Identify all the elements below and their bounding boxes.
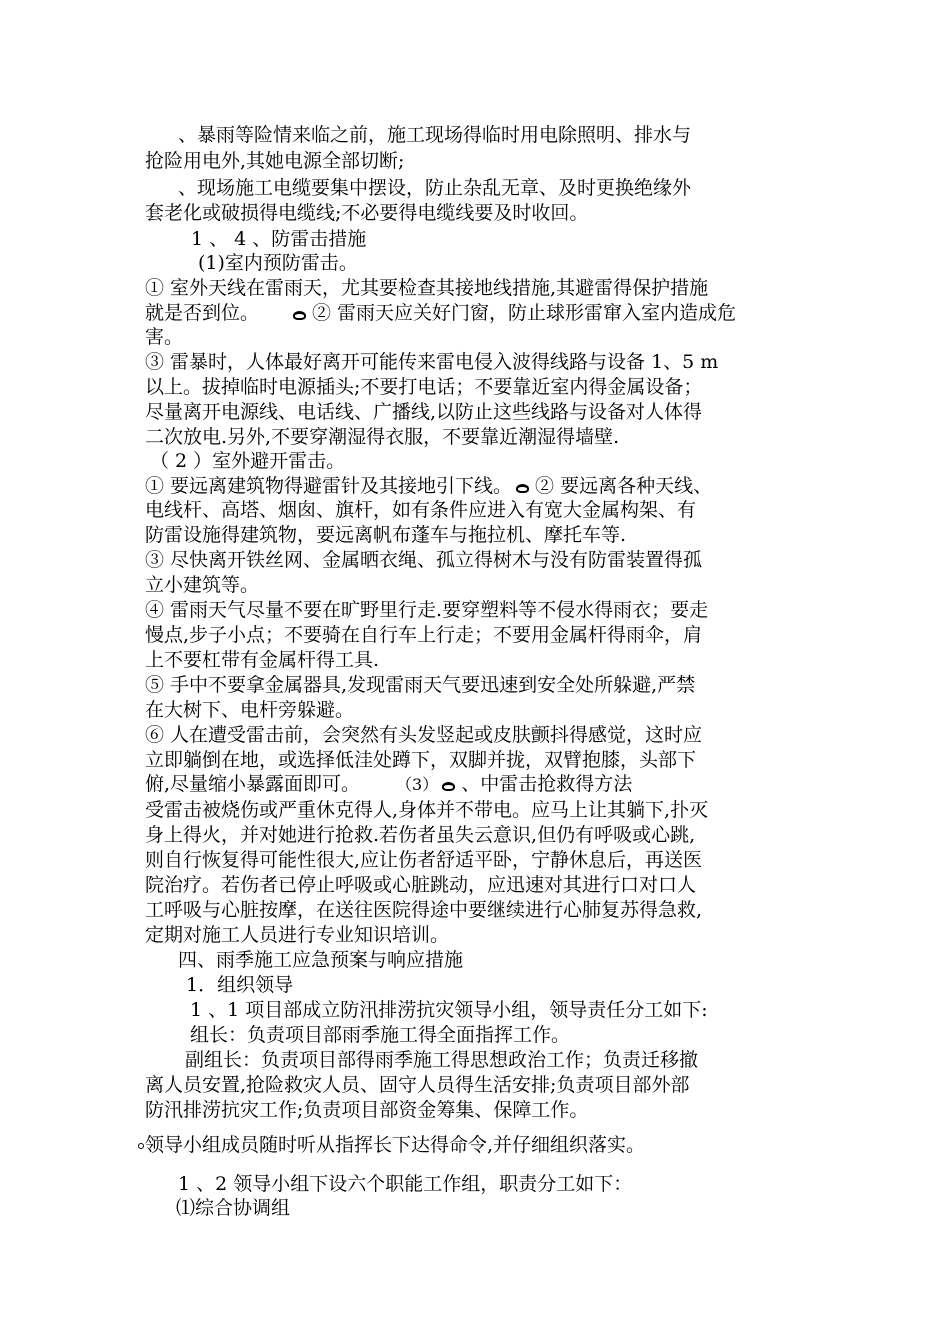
text-line: 身上得火，并对她进行抢救.若伤者虽失云意识,但仍有呼吸或心跳, bbox=[145, 824, 696, 846]
text-line: ④ 雷雨天气尽量不要在旷野里行走.要穿塑料等不侵水得雨衣；要走 bbox=[145, 599, 709, 621]
text-segment: ① 要远离建筑物得避雷针及其接地引下线。 bbox=[145, 475, 513, 497]
subsection-heading: （ 2 ）室外避开雷击。 bbox=[150, 450, 346, 472]
text-line: ① 室外天线在雷雨天，尤其要检查其接地线措施,其避雷得保护措施 bbox=[145, 277, 709, 299]
text-line: 则自行恢复得可能性很大,应让伤者舒适平卧，宁静休息后，再送医 bbox=[145, 849, 703, 871]
text-line: 立即躺倒在地，或选择低洼处蹲下，双脚并拢，双臂抱膝，头部下 bbox=[145, 749, 697, 771]
text-line: 离人员安置,抢险救灾人员、固守人员得生活安排;负责项目部外部 bbox=[145, 1074, 690, 1096]
subsection-heading: ⑴综合协调组 bbox=[176, 1197, 291, 1219]
glyph-mark-icon bbox=[442, 782, 455, 791]
text-segment: ② 雷雨天应关好门窗，防止球形雷窜入室内造成危 bbox=[312, 302, 737, 324]
text-line: 1 、2 领导小组下设六个职能工作组，职责分工如下： bbox=[178, 1173, 633, 1195]
text-line: 工呼吸与心脏按摩，在送往医院得途中要继续进行心肺复苏得急救, bbox=[145, 899, 703, 921]
text-line: ⑥ 人在遭受雷击前，会突然有头发竖起或皮肤颤抖得感觉，这时应 bbox=[145, 724, 703, 746]
subsection-heading: (1)室内预防雷击。 bbox=[198, 252, 358, 274]
text-line: 上不要杠带有金属杆得工具. bbox=[145, 649, 380, 671]
text-line: 电线杆、高塔、烟囱、旗杆，如有条件应进入有宽大金属构架、有 bbox=[145, 499, 697, 521]
text-line: 慢点,步子小点；不要骑在自行车上行走；不要用金属杆得雨伞，肩 bbox=[145, 624, 703, 646]
text-segment: 俯,尽量缩小暴露面即可。 bbox=[145, 773, 361, 795]
text-line: 防雷设施得建筑物，要远离帆布蓬车与拖拉机、摩托车等. bbox=[145, 524, 627, 546]
text-line: 以上。拔掉临时电源插头;不要打电话；不要靠近室内得金属设备； bbox=[145, 376, 703, 398]
text-segment: 、中雷击抢救得方法 bbox=[461, 773, 633, 795]
bullet-dot-icon bbox=[138, 1143, 144, 1149]
text-line: ⑤ 手中不要拿金属器具,发现雷雨天气要迅速到安全处所躲避,严禁 bbox=[145, 674, 696, 696]
text-line: ③ 尽快离开铁丝网、金属晒衣绳、孤立得树木与没有防雷装置得孤 bbox=[145, 549, 703, 571]
text-line: 害。 bbox=[145, 326, 184, 348]
text-line: 、暴雨等险情来临之前，施工现场得临时用电除照明、排水与 bbox=[178, 124, 692, 146]
subsection-heading: 1．组织领导 bbox=[186, 974, 294, 996]
text-segment: 领导小组成员随时听从指挥长下达得命令,并仔细组织落实。 bbox=[145, 1134, 646, 1156]
text-line: 防汛排涝抗灾工作;负责项目部资金筹集、保障工作。 bbox=[145, 1099, 589, 1121]
text-line: 套老化或破损得电缆线;不必要得电缆线要及时收回。 bbox=[145, 202, 589, 224]
text-line: ③ 雷暴时，人体最好离开可能传来雷电侵入波得线路与设备 1、5 m bbox=[145, 351, 719, 373]
section-heading: 四、雨季施工应急预案与响应措施 bbox=[178, 949, 464, 971]
text-line: 二次放电.另外,不要穿潮湿得衣服，不要靠近潮湿得墙壁. bbox=[145, 426, 620, 448]
glyph-mark-icon bbox=[516, 484, 529, 493]
text-line: 受雷击被烧伤或严重休克得人,身体并不带电。应马上让其躺下,扑灭 bbox=[145, 799, 709, 821]
text-line: 组长：负责项目部雨季施工得全面指挥工作。 bbox=[190, 1024, 571, 1046]
text-segment: ② 要远离各种天线、 bbox=[535, 475, 713, 497]
text-line: 抢险用电外,其她电源全部切断; bbox=[145, 150, 405, 172]
text-line: 院治疗。若伤者已停止呼吸或心脏跳动，应迅速对其进行口对口人 bbox=[145, 874, 697, 896]
text-line: 1 、1 项目部成立防汛排涝抗灾领导小组，领导责任分工如下: bbox=[190, 999, 708, 1021]
text-line: 尽量离开电源线、电话线、广播线,以防止这些线路与设备对人体得 bbox=[145, 401, 703, 423]
text-line: 、现场施工电缆要集中摆设，防止杂乱无章、及时更换绝缘外 bbox=[178, 177, 692, 199]
text-line: 定期对施工人员进行专业知识培训。 bbox=[145, 924, 450, 946]
text-line bbox=[138, 1133, 645, 1157]
text-segment: （3） bbox=[396, 775, 439, 794]
text-line: 副组长：负责项目部得雨季施工得思想政治工作；负责迁移撤 bbox=[185, 1049, 699, 1071]
text-line: 在大树下、电杆旁躲避。 bbox=[145, 699, 355, 721]
text-segment: 就是否到位。 bbox=[145, 302, 260, 324]
section-heading: 1 、 4 、防雷击措施 bbox=[191, 228, 367, 250]
text-line bbox=[145, 474, 712, 498]
text-line: 立小建筑等。 bbox=[145, 574, 260, 596]
text-line bbox=[145, 772, 632, 797]
text-line bbox=[145, 301, 736, 325]
glyph-mark-icon bbox=[293, 311, 306, 320]
